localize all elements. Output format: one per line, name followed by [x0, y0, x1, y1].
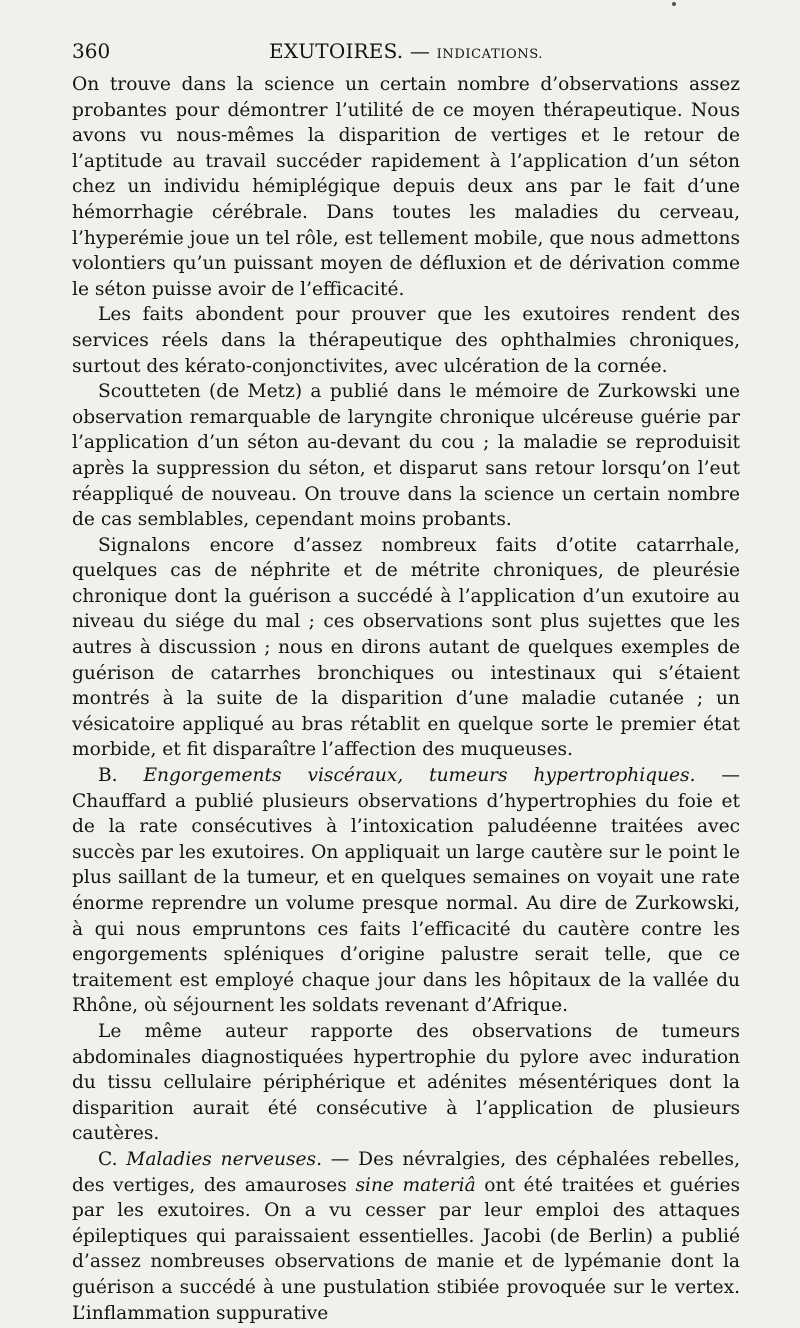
page-header [72, 38, 740, 64]
section-c-title: Maladies nerveuses. [126, 1148, 322, 1170]
page-number: 360 [72, 39, 111, 63]
section-c-paragraph [72, 1147, 740, 1326]
paragraph-2: Les faits abondent pour prouver que les exutoires rendent des services réels dans la thérapeutique des ophthalmies chroniques, surtout des kérato-conjonctivites, avec ulcération de la cornée. [72, 304, 740, 377]
paragraph-3: Scoutteten (de Metz) a publié dans le mémoire de Zurkowski une observation remarquable de laryngite chronique ulcéreuse guérie par l’application d’un séton au-devant du cou ; la maladie se reproduisit après la suppression du séton, et disparut sans retour lorsqu’on l’eut réappliqué de nouveau. On trouve dans la science un certain nombre de cas semblables, cependant moins probants. [72, 381, 740, 531]
section-b-paragraph [72, 763, 740, 1019]
running-title [72, 38, 740, 68]
paragraph-b2: Le même auteur rapporte des observations de tumeurs abdominales diagnostiquées hypertrophie du pylore avec induration du tissu cellulaire périphérique et adénites mésentériques dont la disparition aurait été consécutive à l’application de plusieurs cautères. [72, 1020, 740, 1145]
section-c-label: C. [98, 1148, 127, 1170]
print-speck [672, 2, 676, 6]
section-c-text-b: ont été traitées et guéries par les exutoires. On a vu cesser par leur emploi des attaques épileptiques qui paraissaient essentielles. Jacobi (de Berlin) a publié d’assez nombreuses observations de manie et de lypémanie dont la guérison a succédé à une pustulation stibiée provoquée sur le vertex. L’inflammation suppurative [72, 1174, 740, 1324]
section-b-title: Engorgements viscéraux, tumeurs hypertrophiques. [143, 765, 696, 787]
running-title-sub: INDICATIONS. [436, 47, 543, 62]
section-b-label: B. [98, 765, 144, 787]
section-c-latin: sine materiâ [355, 1174, 476, 1196]
paragraph-4: Signalons encore d’assez nombreux faits d’otite catarrhale, quelques cas de néphrite et de métrite chroniques, de pleurésie chronique dont la guérison a succédé à l’application d’un exutoire au niveau du siége du mal ; ces observations sont plus sujettes que les autres à discussion ; nous en dirons autant de quelques exemples de guérison de catarrhes bronchiques ou intestinaux qui s’étaient montrés à la suite de la disparition d’une maladie cutanée ; un vésicatoire appliqué au bras rétablit en quelque sorte le premier état morbide, et fit disparaître l’affection des muqueuses. [72, 534, 740, 761]
page-body [72, 72, 740, 1326]
section-c-text-a: — Des névralgies, des céphalées rebelles, des vertiges, des amauroses [72, 1148, 740, 1196]
running-title-main: EXUTOIRES. — [269, 39, 437, 63]
section-b-text: — Chauffard a publié plusieurs observations d’hypertrophies du foie et de la rate consécutives à l’intoxication paludéenne traitées avec succès par les exutoires. On appliquait un large cautère sur le point le plus saillant de la tumeur, et en quelques semaines on voyait une rate énorme reprendre un volume presque normal. Au dire de Zurkowski, à qui nous empruntons ces faits l’efficacité du cautère contre les engorgements spléniques d’origine palustre serait telle, que ce traitement est employé chaque jour dans les hôpitaux de la vallée du Rhône, où séjournent les soldats revenant d’Afrique. [72, 765, 740, 1017]
paragraph-1: On trouve dans la science un certain nombre d’observations assez probantes pour démontrer l’utilité de ce moyen thérapeutique. Nous avons vu nous-mêmes la disparition de vertiges et le retour de l’aptitude au travail succéder rapidement à l’application d’un séton chez un individu hémiplégique depuis deux ans par le fait d’une hémorrhagie cérébrale. Dans toutes les maladies du cerveau, l’hyperémie joue un tel rôle, est tellement mobile, que nous admettons volontiers qu’un puissant moyen de défluxion et de dérivation comme le séton puisse avoir de l’efficacité. [72, 74, 740, 300]
